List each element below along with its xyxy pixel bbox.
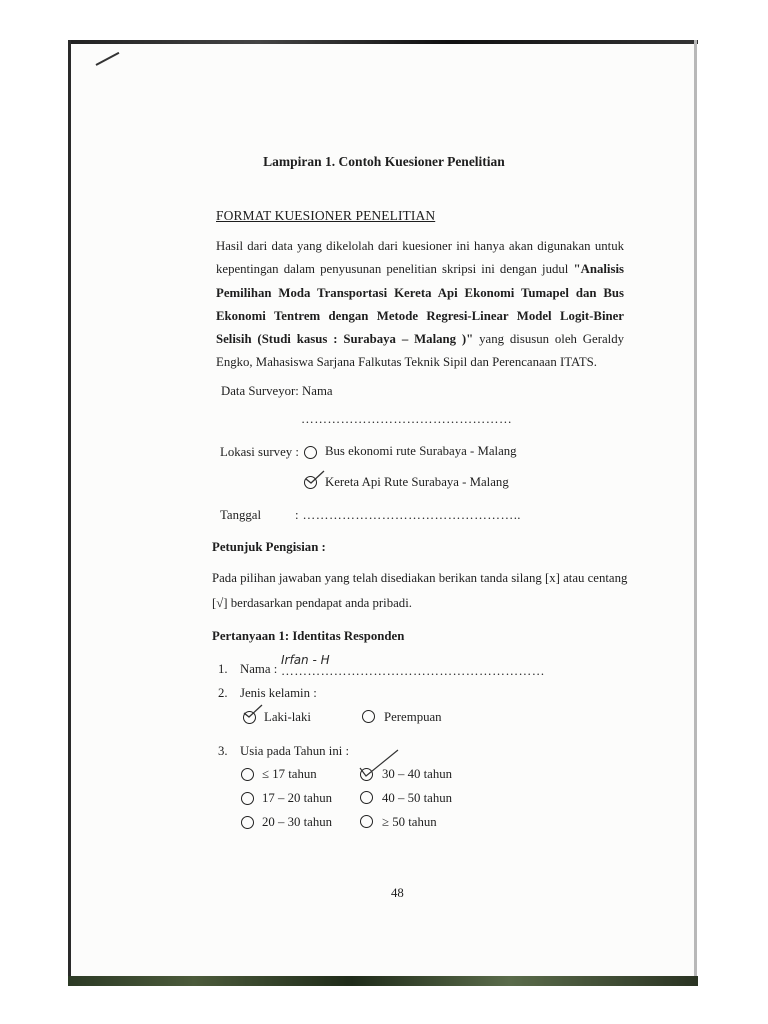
check-mark-icon bbox=[242, 703, 260, 717]
age-ge50-label: ≥ 50 tahun bbox=[382, 815, 437, 829]
location-option-bus-label: Bus ekonomi rute Surabaya - Malang bbox=[325, 444, 517, 458]
page-edge-bottom bbox=[68, 976, 698, 986]
age-30-40-label: 30 – 40 tahun bbox=[382, 767, 453, 781]
age-40-50-label: 40 – 50 tahun bbox=[382, 791, 453, 805]
intro-text-2: yang disusun oleh Geraldy Engko, Mahasiswa Sarjana Falkutas Teknik Sipil dan Perencanaan ITATS. bbox=[216, 332, 624, 370]
age-17-20-label: 17 – 20 tahun bbox=[262, 791, 333, 805]
age-ge50-radio[interactable] bbox=[360, 815, 373, 828]
page-title: Lampiran 1. Contoh Kuesioner Penelitian bbox=[263, 154, 505, 169]
intro-text-1: Hasil dari data yang dikelolah dari kuesioner ini hanya akan digunakan untuk kepentingan dalam penyusunan penelitian skripsi ini dengan judul bbox=[216, 239, 624, 277]
location-label: Lokasi survey : bbox=[220, 445, 299, 459]
q1-number: 1. bbox=[218, 662, 228, 676]
q1-name-field[interactable]: …………………………………………………… bbox=[281, 664, 545, 678]
q2-label: Jenis kelamin : bbox=[240, 686, 317, 700]
gender-female-radio[interactable] bbox=[362, 710, 375, 723]
intro-bold-title: "Analisis Pemilihan Moda Transportasi Kereta Api Ekonomi Tumapel dan Bus Ekonomi Tentrem dengan Metode Regresi-Linear Model Logit-Biner Selisih (Studi kasus : Surabaya – Malang )" bbox=[216, 262, 624, 347]
q1-handwritten-answer: Irfan - H bbox=[281, 653, 330, 667]
gender-female-label: Perempuan bbox=[384, 710, 442, 724]
age-40-50-radio[interactable] bbox=[360, 791, 373, 804]
age-20-30-radio[interactable] bbox=[241, 816, 254, 829]
surveyor-field[interactable]: ………………………………………… bbox=[301, 412, 513, 426]
age-20-30-label: 20 – 30 tahun bbox=[262, 815, 333, 829]
q2-number: 2. bbox=[218, 686, 228, 700]
q1-label: Nama : bbox=[240, 662, 278, 676]
location-option-train-label: Kereta Api Rute Surabaya - Malang bbox=[325, 475, 509, 489]
date-field[interactable]: : ………………………………………….. bbox=[295, 508, 521, 522]
age-le17-radio[interactable] bbox=[241, 768, 254, 781]
instructions-heading: Petunjuk Pengisian : bbox=[212, 540, 326, 554]
instructions-line-1: Pada pilihan jawaban yang telah disediakan berikan tanda silang [x] atau centang bbox=[212, 571, 628, 585]
intro-paragraph bbox=[216, 235, 624, 375]
date-label: Tanggal bbox=[220, 508, 262, 522]
age-17-20-radio[interactable] bbox=[241, 792, 254, 805]
location-option-bus-radio[interactable] bbox=[304, 446, 317, 459]
instructions-line-2: [√] berdasarkan pendapat anda pribadi. bbox=[212, 596, 412, 610]
surveyor-label: Data Surveyor: Nama bbox=[221, 384, 333, 398]
check-mark-icon bbox=[304, 469, 322, 483]
page-number: 48 bbox=[391, 886, 404, 900]
gender-male-label: Laki-laki bbox=[264, 710, 311, 724]
page-edge-right bbox=[694, 40, 697, 980]
q3-number: 3. bbox=[218, 744, 228, 758]
age-le17-label: ≤ 17 tahun bbox=[262, 767, 317, 781]
q3-label: Usia pada Tahun ini : bbox=[240, 744, 350, 758]
check-mark-icon bbox=[358, 748, 376, 762]
section-heading: FORMAT KUESIONER PENELITIAN bbox=[216, 208, 436, 223]
question-heading: Pertanyaan 1: Identitas Responden bbox=[212, 629, 405, 643]
